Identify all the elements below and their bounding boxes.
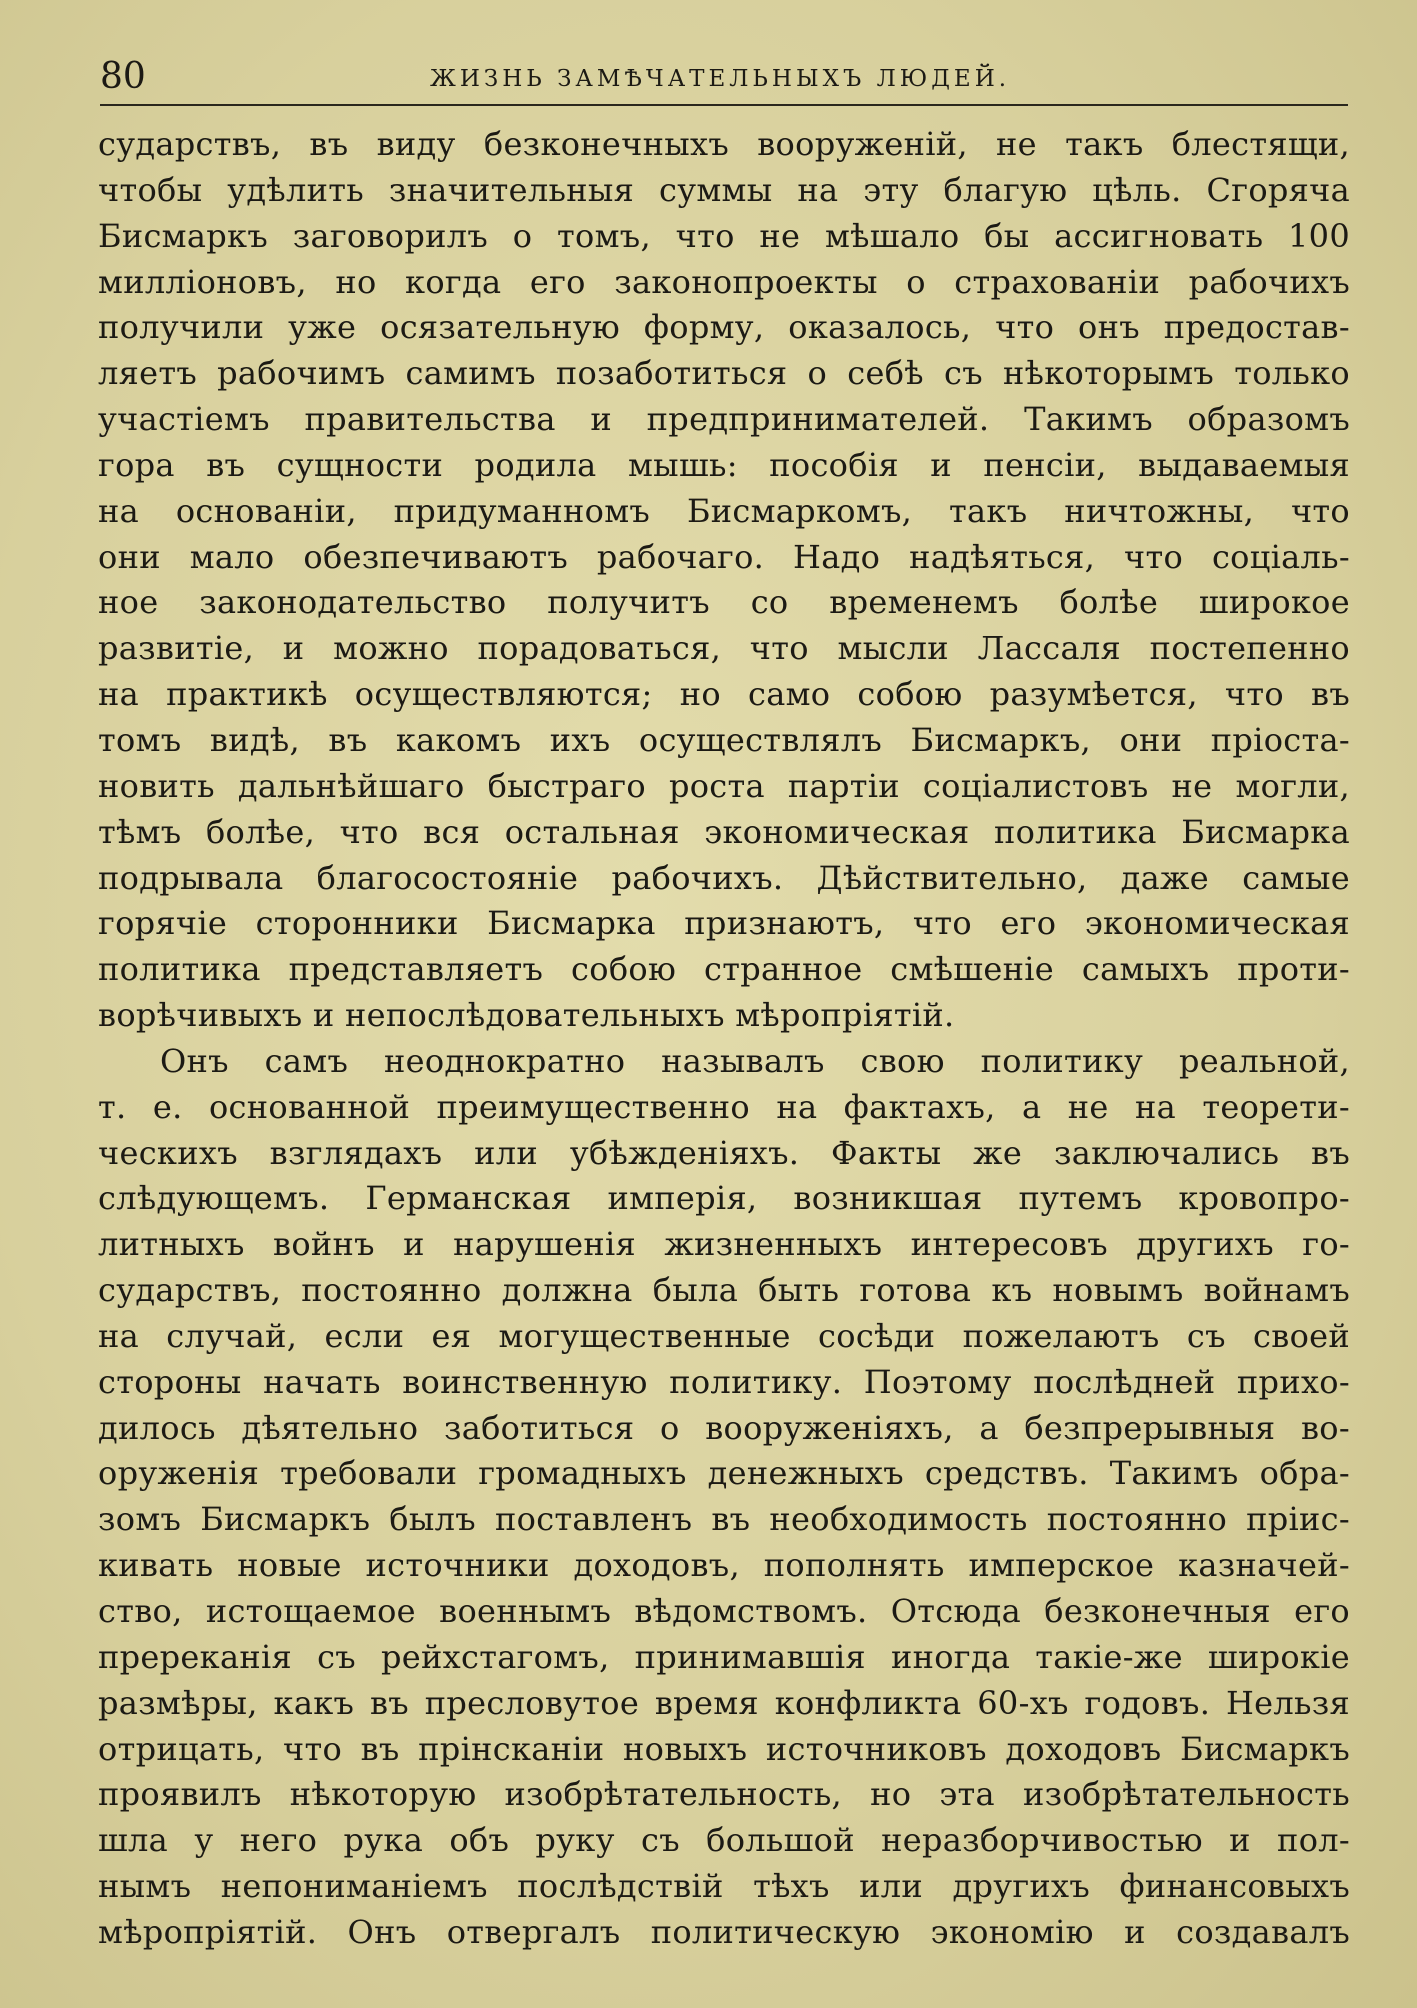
text-line: они мало обезпечиваютъ рабочаго. Надо надѣяться, что соціаль- [98,537,1350,576]
running-title: ЖИЗНЬ ЗАМѢЧАТЕЛЬНЫХЪ ЛЮДЕЙ. [430,66,1011,92]
text-line: горячіе сторонники Бисмарка признаютъ, что его экономическая [98,904,1350,943]
text-line: томъ видѣ, въ какомъ ихъ осуществлялъ Бисмаркъ, они пріоста- [98,720,1350,759]
text-line: ляетъ рабочимъ самимъ позаботиться о себѣ съ нѣкоторымъ только [98,354,1350,393]
header-rule [100,104,1348,106]
text-line: слѣдующемъ. Германская имперія, возникшая путемъ кровопро- [98,1179,1350,1218]
text-line: пререканія съ рейхстагомъ, принимавшія иногда такіе-же широкіе [98,1637,1350,1676]
text-line: новить дальнѣйшаго быстраго роста партіи соціалистовъ не могли, [98,766,1350,805]
text-line: ство, истощаемое военнымъ вѣдомствомъ. Отсюда безконечныя его [98,1592,1350,1630]
text-line: чтобы удѣлить значительныя суммы на эту благую цѣль. Сгоряча [98,170,1350,209]
text-line: сударствъ, въ виду безконечныхъ вооруженій, не такъ блестящи, [98,125,1350,163]
text-line: участіемъ правительства и предпринимателей. Такимъ образомъ [98,400,1350,439]
text-line: ворѣчивыхъ и непослѣдовательныхъ мѣропріятій. [98,996,955,1035]
text-line: тѣмъ болѣе, что вся остальная экономическая политика Бисмарка [98,812,1350,851]
text-line: ное законодательство получитъ со временемъ болѣе широкое [98,583,1350,622]
text-line: на основаніи, придуманномъ Бисмаркомъ, такъ ничтожны, что [98,491,1350,530]
text-line: милліоновъ, но когда его законопроекты о страхованіи рабочихъ [98,262,1350,301]
text-line: на практикѣ осуществляются; но само собою разумѣется, что въ [98,675,1350,714]
text-line: сударствъ, постоянно должна была быть готова къ новымъ войнамъ [98,1271,1350,1310]
text-line: Онъ самъ неоднократно называлъ свою политику реальной, [160,1041,1350,1080]
text-line: оруженія требовали громадныхъ денежныхъ средствъ. Такимъ обра- [98,1454,1350,1493]
text-line: т. е. основанной преимущественно на фактахъ, а не на теорети- [98,1087,1350,1126]
text-line: кивать новые источники доходовъ, пополнять имперское казначей- [98,1546,1350,1585]
text-line: отрицать, что въ прінсканіи новыхъ источниковъ доходовъ Бисмаркъ [98,1729,1350,1768]
text-line: проявилъ нѣкоторую изобрѣтательность, но эта изобрѣтательность [98,1775,1350,1814]
text-line: получили уже осязательную форму, оказалось, что онъ предостав- [98,308,1350,347]
text-line: нымъ непониманіемъ послѣдствій тѣхъ или другихъ финансовыхъ [98,1867,1350,1906]
text-line: размѣры, какъ въ пресловутое время конфликта 60-хъ годовъ. Нельзя [98,1683,1350,1722]
text-line: на случай, если ея могущественные сосѣди пожелаютъ съ своей [98,1316,1350,1355]
text-line: шла у него рука объ руку съ большой неразборчивостью и пол- [98,1821,1350,1860]
page-number: 80 [100,56,146,97]
text-line: зомъ Бисмаркъ былъ поставленъ въ необходимость постоянно пріис- [98,1500,1350,1539]
text-line: Бисмаркъ заговорилъ о томъ, что не мѣшало бы ассигновать 100 [98,216,1350,255]
text-line: стороны начать воинственную политику. Поэтому послѣдней прихо- [98,1362,1350,1401]
text-line: политика представляетъ собою странное смѣшеніе самыхъ проти- [98,950,1350,989]
text-line: гора въ сущности родила мышь: пособія и пенсіи, выдаваемыя [98,445,1350,484]
text-line: ческихъ взглядахъ или убѣжденіяхъ. Факты же заключались въ [98,1133,1350,1172]
body-text [98,122,1350,1982]
text-line: литныхъ войнъ и нарушенія жизненныхъ интересовъ другихъ го- [98,1225,1350,1264]
text-line: дилось дѣятельно заботиться о вооруженіяхъ, а безпрерывныя во- [98,1408,1350,1447]
text-line: подрывала благосостояніе рабочихъ. Дѣйствительно, даже самые [98,858,1350,897]
page-header [100,52,1348,102]
text-line: мѣропріятій. Онъ отвергалъ политическую экономію и создавалъ [98,1912,1350,1951]
text-line: развитіе, и можно порадоваться, что мысли Лассаля постепенно [98,629,1350,668]
